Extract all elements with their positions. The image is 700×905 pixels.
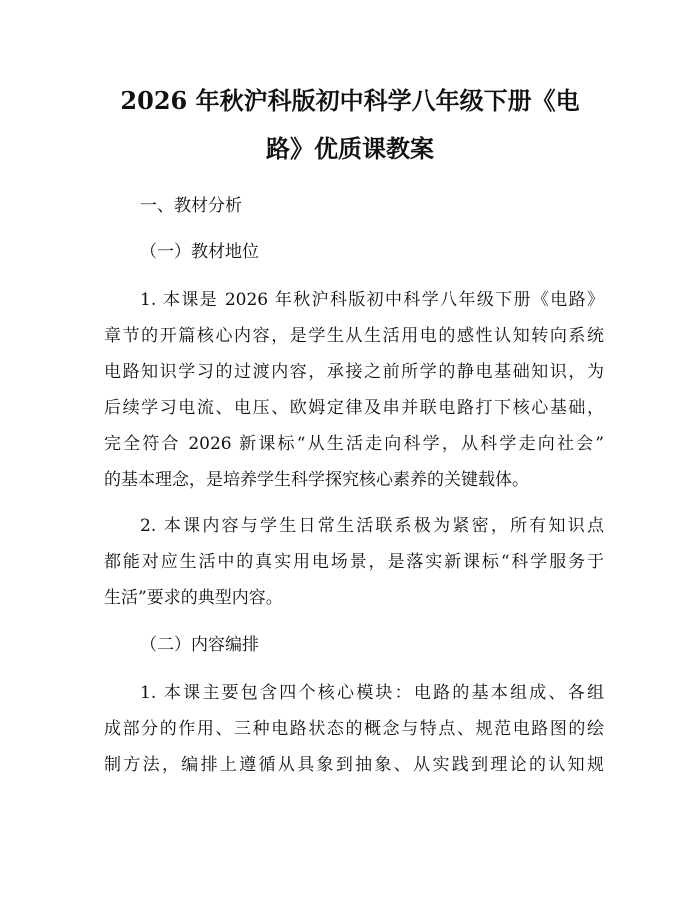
subsection-heading-textbook-status: （一）教材地位 bbox=[140, 242, 259, 262]
paragraph-1-line-2: 章节的开篇核心内容，是学生从生活用电的感性认知转向系统 bbox=[104, 326, 604, 346]
paragraph-2-line-3: 生活”要求的典型内容。 bbox=[104, 588, 283, 608]
paragraph-2-line-2: 都能对应生活中的真实用电场景，是落实新课标“科学服务于 bbox=[104, 552, 604, 572]
paragraph-3-line-3: 制方法，编排上遵循从具象到抽象、从实践到理论的认知规 bbox=[104, 755, 604, 775]
paragraph-1-line-5: 完全符合 2026 新课标“从生活走向科学，从科学走向社会” bbox=[104, 434, 604, 454]
paragraph-1-line-1: 1. 本课是 2026 年秋沪科版初中科学八年级下册《电路》 bbox=[140, 290, 604, 310]
paragraph-3-line-1: 1. 本课主要包含四个核心模块：电路的基本组成、各组 bbox=[140, 683, 604, 703]
section-heading-textbook-analysis: 一、教材分析 bbox=[140, 196, 242, 216]
document-title-line-1: 2026 年秋沪科版初中科学八年级下册《电 bbox=[120, 86, 580, 115]
paragraph-1-line-6: 的基本理念，是培养学生科学探究核心素养的关键载体。 bbox=[104, 470, 529, 490]
subsection-heading-content-arrangement: （二）内容编排 bbox=[140, 635, 259, 655]
paragraph-1-line-4: 后续学习电流、电压、欧姆定律及串并联电路打下核心基础， bbox=[104, 398, 604, 418]
document-title-line-2: 路》优质课教案 bbox=[266, 134, 434, 163]
paragraph-3-line-2: 成部分的作用、三种电路状态的概念与特点、规范电路图的绘 bbox=[104, 719, 604, 739]
paragraph-2-line-1: 2. 本课内容与学生日常生活联系极为紧密，所有知识点 bbox=[140, 516, 604, 536]
paragraph-1-line-3: 电路知识学习的过渡内容，承接之前所学的静电基础知识，为 bbox=[104, 362, 604, 382]
